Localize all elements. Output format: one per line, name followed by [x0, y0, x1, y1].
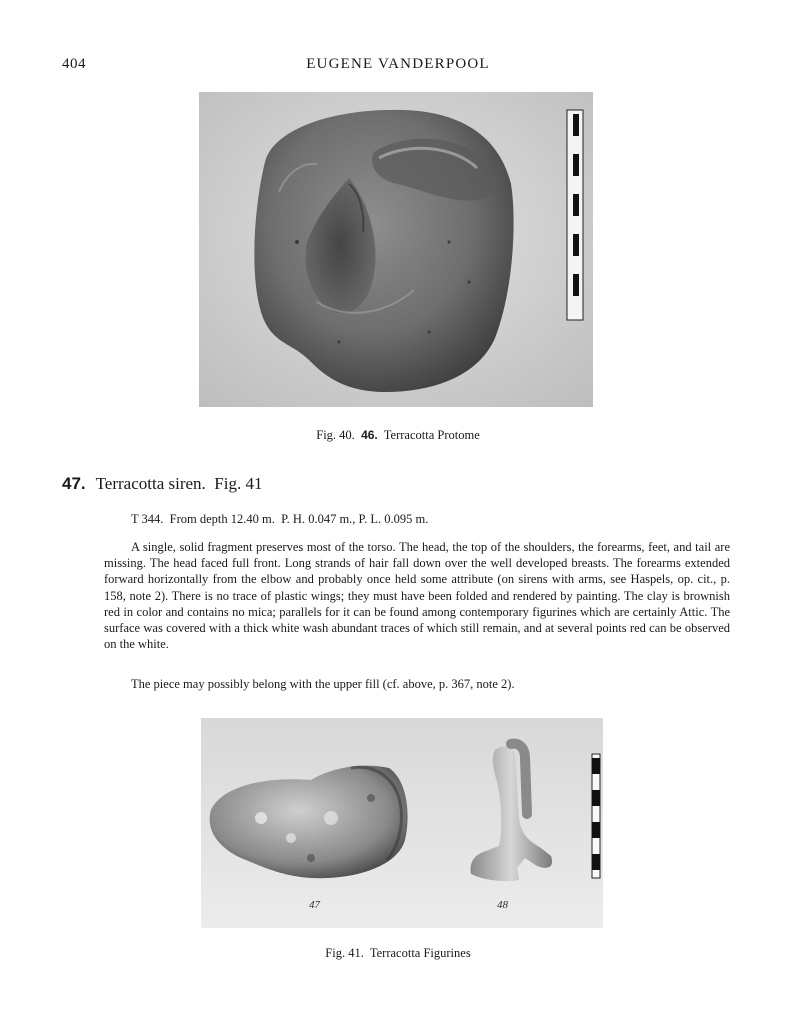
entry-heading — [62, 474, 262, 494]
figure-label-47: 47 — [309, 899, 320, 911]
figurines-image — [201, 718, 603, 928]
entry-number: 47. — [62, 474, 86, 493]
scale-bar-2 — [592, 754, 600, 878]
figure-41-caption: Fig. 41. Terracotta Figurines — [325, 946, 471, 960]
catalog-line: T 344. From depth 12.40 m. P. H. 0.047 m., P. L. 0.095 m. — [131, 512, 429, 526]
protome-photograph — [199, 92, 593, 407]
page-number: 404 — [62, 56, 86, 72]
figurines-photograph — [201, 718, 603, 928]
scale-bar — [567, 110, 583, 320]
running-head: EUGENE VANDERPOOL — [306, 56, 490, 72]
figure-40-caption-text: Terracotta Protome — [383, 428, 480, 442]
figure-40-caption-prefix: Fig. 40. — [316, 428, 355, 442]
protome-image — [199, 92, 593, 407]
figure-40-caption — [0, 428, 796, 443]
entry-title: Terracotta siren. Fig. 41 — [95, 474, 263, 493]
figure-40-caption-number: 46. — [361, 428, 378, 442]
figure-label-48: 48 — [497, 899, 508, 911]
context-paragraph: The piece may possibly belong with the upper fill (cf. above, p. 367, note 2). — [131, 677, 515, 691]
description-paragraph: A single, solid fragment preserves most of the torso. The head, the top of the shoulders, the forearms, feet, and tail are missing. The head faced full front. Long strands of hair fall down over the well developed breasts. The forearms extended forward horizontally from the elbow and probably once held some attribute (on sirens with arms, see Haspels, op. cit., p. 158, note 2). There is no trace of plastic wings; they must have been folded and rendered by painting. The clay is brownish red in color and contains no mica; parallels for it can be found among contemporary figurines which are certainly Attic. The surface was covered with a thick white wash abundant traces of which still remain, and at several points red can be observed on the white. — [104, 540, 730, 652]
